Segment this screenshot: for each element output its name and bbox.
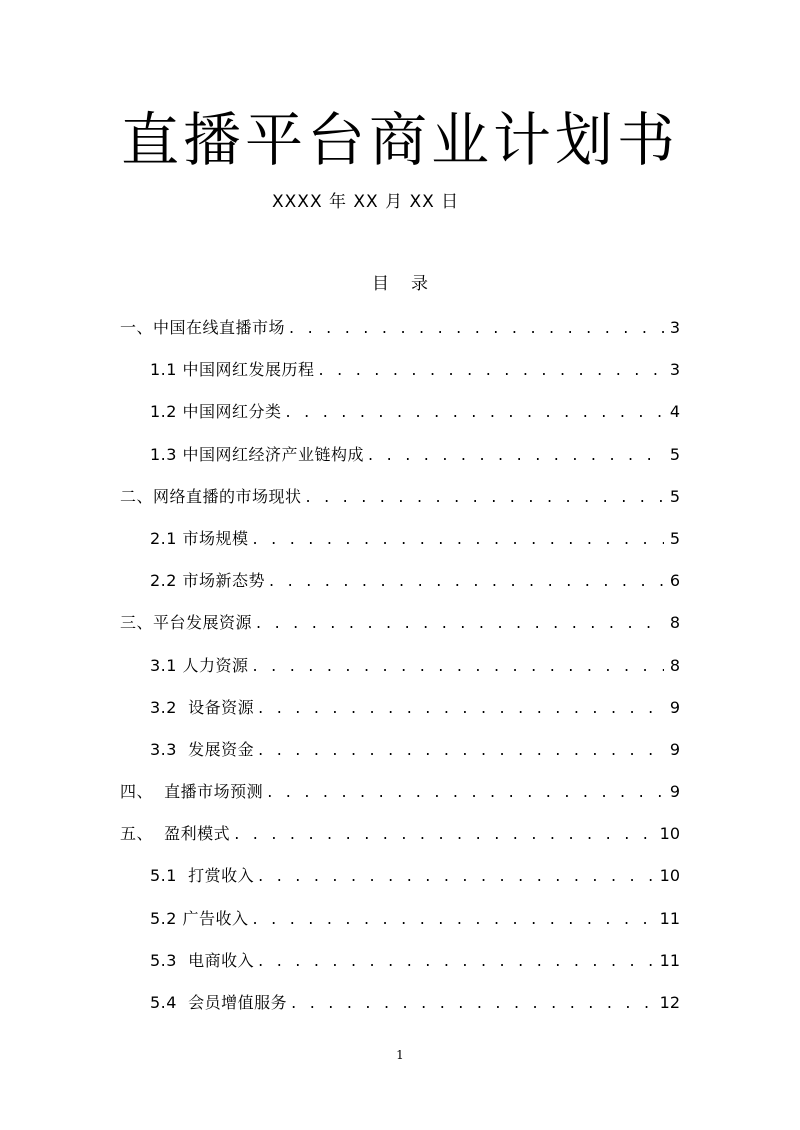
toc-entry[interactable] <box>120 822 680 864</box>
toc-leader-dots <box>234 822 655 846</box>
toc-entry-page: 9 <box>669 739 680 759</box>
toc-entry-label: 三、平台发展资源 <box>120 613 253 633</box>
toc-leader-dots <box>258 864 656 888</box>
toc-entry[interactable] <box>120 780 680 822</box>
toc-entry-page: 4 <box>669 402 680 422</box>
toc-entry-page: 9 <box>669 782 680 802</box>
toc-leader-dots <box>286 400 664 424</box>
toc-entry[interactable] <box>120 991 680 1033</box>
toc-entry-page: 3 <box>669 360 680 380</box>
toc-entry-label: 3.1 人力资源 <box>150 655 249 675</box>
page-number: 1 <box>396 1048 404 1062</box>
document-title: 直播平台商业计划书 <box>120 106 679 174</box>
toc-leader-dots <box>319 358 664 382</box>
toc-entry[interactable] <box>120 696 680 738</box>
toc-entry-label: 5.3 电商收入 <box>150 950 255 970</box>
table-of-contents <box>120 316 680 1033</box>
toc-leader-dots <box>253 654 664 678</box>
toc-entry-page: 3 <box>669 318 680 337</box>
toc-entry[interactable] <box>120 316 680 358</box>
toc-entry-label: 2.1 市场规模 <box>150 528 249 548</box>
toc-entry-page: 12 <box>659 993 680 1012</box>
toc-entry[interactable] <box>120 443 680 485</box>
toc-entry-label: 2.2 市场新态势 <box>150 571 266 591</box>
toc-entry-label: 5.4 会员增值服务 <box>150 993 288 1012</box>
toc-entry-page: 9 <box>669 697 680 717</box>
toc-entry[interactable] <box>120 400 680 442</box>
toc-entry-label: 5.2 广告收入 <box>150 908 249 928</box>
toc-leader-dots <box>267 780 664 804</box>
toc-entry-label: 1.3 中国网红经济产业链构成 <box>150 444 365 464</box>
toc-entry-label: 四、 直播市场预测 <box>120 782 264 802</box>
toc-entry-label: 1.2 中国网红分类 <box>150 402 282 422</box>
toc-entry-label: 5.1 打赏收入 <box>150 866 255 886</box>
toc-entry-label: 3.2 设备资源 <box>150 697 255 717</box>
toc-entry-page: 8 <box>669 613 680 633</box>
toc-entry-page: 5 <box>669 528 680 548</box>
toc-entry[interactable] <box>120 527 680 569</box>
toc-entry-label: 二、网络直播的市场现状 <box>120 486 302 506</box>
toc-leader-dots <box>289 316 664 340</box>
document-date: XXXX 年 XX 月 XX 日 <box>272 192 460 212</box>
toc-entry-label: 3.3 发展资金 <box>150 739 255 759</box>
toc-leader-dots <box>368 443 664 467</box>
toc-entry[interactable] <box>120 358 680 400</box>
toc-leader-dots <box>253 907 656 931</box>
toc-entry[interactable] <box>120 485 680 527</box>
toc-leader-dots <box>269 569 664 593</box>
toc-entry-page: 10 <box>659 866 680 886</box>
toc-entry-label: 1.1 中国网红发展历程 <box>150 360 315 380</box>
toc-entry-label: 一、中国在线直播市场 <box>120 318 286 337</box>
toc-entry-page: 11 <box>659 908 680 928</box>
toc-leader-dots <box>306 485 664 509</box>
toc-entry[interactable] <box>120 864 680 906</box>
toc-entry[interactable] <box>120 654 680 696</box>
toc-entry-page: 5 <box>669 444 680 464</box>
toc-entry[interactable] <box>120 738 680 780</box>
toc-leader-dots <box>291 991 656 1015</box>
toc-entry-page: 5 <box>669 486 680 506</box>
toc-leader-dots <box>258 696 664 720</box>
toc-leader-dots <box>258 738 664 762</box>
toc-heading: 目录 <box>372 274 450 294</box>
toc-entry-page: 6 <box>669 571 680 591</box>
toc-entry-page: 8 <box>669 655 680 675</box>
toc-entry[interactable] <box>120 569 680 611</box>
toc-entry[interactable] <box>120 949 680 991</box>
toc-leader-dots <box>253 527 664 551</box>
toc-entry-label: 五、 盈利模式 <box>120 824 231 844</box>
toc-entry[interactable] <box>120 611 680 653</box>
toc-leader-dots <box>256 611 664 635</box>
toc-entry-page: 11 <box>659 950 680 970</box>
toc-entry[interactable] <box>120 907 680 949</box>
toc-entry-page: 10 <box>659 824 680 844</box>
toc-leader-dots <box>258 949 656 973</box>
